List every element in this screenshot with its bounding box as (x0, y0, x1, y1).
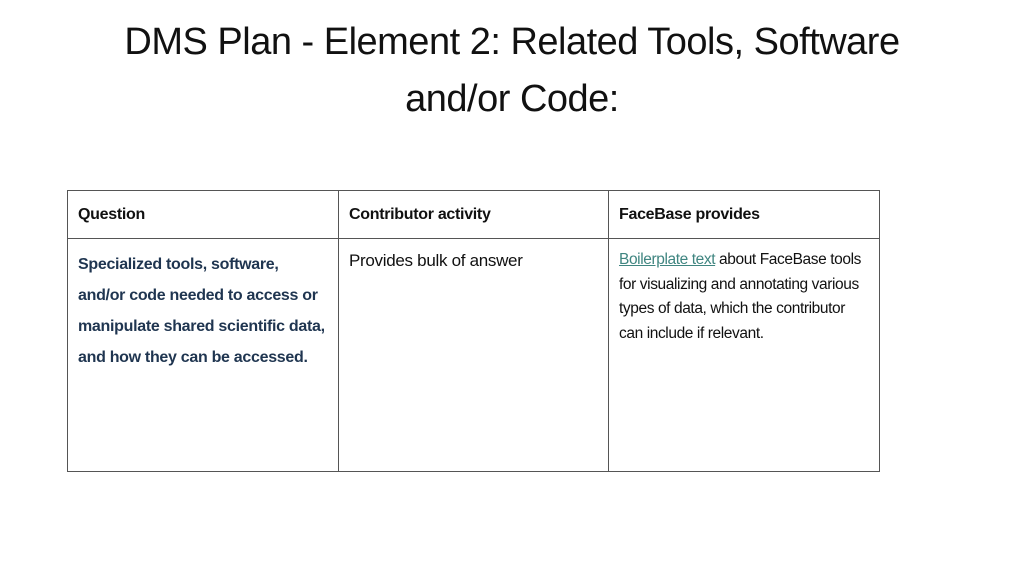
cell-contributor: Provides bulk of answer (339, 239, 609, 472)
title-line-2: and/or Code: (405, 78, 619, 120)
table-row (68, 239, 880, 472)
header-question: Question (68, 191, 339, 239)
header-contributor-activity: Contributor activity (339, 191, 609, 239)
title-line-1: DMS Plan - Element 2: Related Tools, Software (124, 21, 900, 63)
cell-facebase (609, 239, 880, 472)
boilerplate-text-link[interactable]: Boilerplate text (619, 251, 716, 268)
table-header-row (68, 191, 880, 239)
cell-question: Specialized tools, software, and/or code needed to access or manipulate shared scientific data, and how they can be accessed. (68, 239, 339, 472)
slide-title (0, 14, 1024, 128)
element-table (67, 190, 880, 472)
facebase-description: about FaceBase tools for visualizing and annotating various types of data, which the contributor can include if relevant. (619, 251, 861, 342)
header-facebase-provides: FaceBase provides (609, 191, 880, 239)
